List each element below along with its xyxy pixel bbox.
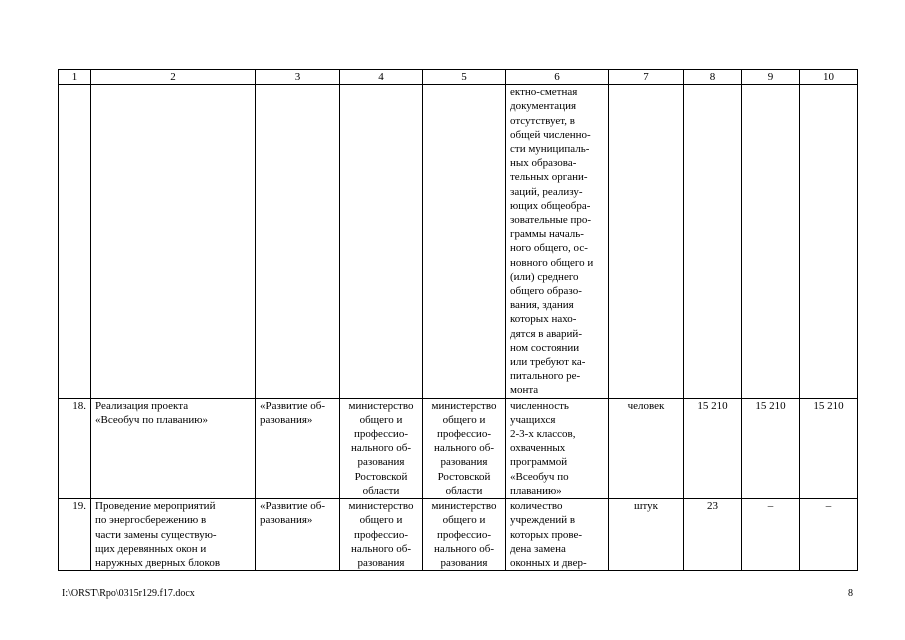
responsible-executor-cell <box>340 499 423 571</box>
text-line: новного общего и <box>510 256 594 269</box>
text-line: «Всеобуч по плаванию» <box>95 413 209 426</box>
text-line: Проведение мероприятий <box>95 500 216 513</box>
text-line: документация <box>510 100 577 113</box>
text-line: ном состоянии <box>510 341 580 354</box>
text-line: профессио- <box>437 428 491 441</box>
text-line: общего и <box>359 514 403 527</box>
participant-cell <box>423 499 506 571</box>
program-cell <box>256 499 340 571</box>
text-line: разования <box>440 456 488 469</box>
text-line: общего и <box>442 514 486 527</box>
text-line: профессио- <box>354 428 408 441</box>
value-cell: 23 <box>684 499 742 571</box>
indicator-cell <box>506 398 609 498</box>
text-line: разования» <box>260 514 313 527</box>
text-line: вания, здания <box>510 299 574 312</box>
text-line: или требуют ка- <box>510 356 586 369</box>
text-line: министерство <box>431 399 497 412</box>
text-line: оконных и двер- <box>510 556 587 569</box>
indicator-cell <box>506 499 609 571</box>
header-cell: 2 <box>91 70 256 85</box>
header-cell: 3 <box>256 70 340 85</box>
text-line: щих деревянных окон и <box>95 542 207 555</box>
text-line: Реализация проекта <box>95 399 189 412</box>
footer-file-path: I:\ORST\Rpo\0315r129.f17.docx <box>62 588 195 599</box>
text-line: сти муниципаль- <box>510 143 590 156</box>
text-line: (или) среднего <box>510 270 579 283</box>
row-number: 18. <box>59 398 91 498</box>
text-line: зовательные про- <box>510 214 592 227</box>
text-line: общего и <box>359 413 403 426</box>
text-line: дятся в аварий- <box>510 327 582 340</box>
header-cell: 7 <box>609 70 684 85</box>
page-number: 8 <box>848 588 853 599</box>
measure-name-cell <box>91 499 256 571</box>
table-row <box>59 499 858 571</box>
value-cell: – <box>742 499 800 571</box>
text-line: наружных дверных блоков <box>95 556 221 569</box>
program-cell <box>256 398 340 498</box>
text-line: «Всеобуч по <box>510 470 569 483</box>
header-cell: 5 <box>423 70 506 85</box>
text-line: которых нахо- <box>510 313 577 326</box>
text-line: общего образо- <box>510 285 582 298</box>
text-line: Ростовской <box>437 470 491 483</box>
header-cell: 9 <box>742 70 800 85</box>
value-cell: 15 210 <box>800 398 858 498</box>
header-cell: 6 <box>506 70 609 85</box>
text-line: нального об- <box>350 542 411 555</box>
document-table <box>58 69 858 571</box>
text-line: «Развитие об- <box>260 500 326 513</box>
text-line: министерство <box>431 500 497 513</box>
text-line: 2-3-х классов, <box>510 428 576 441</box>
text-line: части замены существую- <box>95 528 217 541</box>
header-cell: 10 <box>800 70 858 85</box>
text-line: питального ре- <box>510 370 581 383</box>
text-line: отсутствует, в <box>510 114 575 127</box>
value-cell: 15 210 <box>742 398 800 498</box>
text-line: разования <box>440 556 488 569</box>
text-line: плаванию» <box>510 484 562 497</box>
text-line: разования <box>357 456 405 469</box>
text-line: охваченных <box>510 442 566 455</box>
text-line: Ростовской <box>354 470 408 483</box>
row-number: 19. <box>59 499 91 571</box>
text-line: которых прове- <box>510 528 583 541</box>
header-cell: 8 <box>684 70 742 85</box>
text-line: численность <box>510 399 569 412</box>
table-row <box>59 398 858 498</box>
text-line: министерство <box>348 500 414 513</box>
text-line: тельных органи- <box>510 171 588 184</box>
text-line: министерство <box>348 399 414 412</box>
unit-cell: человек <box>609 398 684 498</box>
header-cell: 1 <box>59 70 91 85</box>
text-line: ных образова- <box>510 157 577 170</box>
text-line: заций, реализу- <box>510 185 583 198</box>
text-line: ектно-сметная <box>510 86 578 99</box>
text-line: граммы началь- <box>510 228 584 241</box>
unit-cell: штук <box>609 499 684 571</box>
text-line: ного общего, ос- <box>510 242 588 255</box>
text-line: учреждений в <box>510 514 576 527</box>
responsible-executor-cell <box>340 398 423 498</box>
text-line: программой <box>510 456 568 469</box>
text-line: монта <box>510 384 539 397</box>
text-line: общего и <box>442 413 486 426</box>
value-cell: – <box>800 499 858 571</box>
text-line: разования <box>357 556 405 569</box>
header-cell: 4 <box>340 70 423 85</box>
participant-cell <box>423 398 506 498</box>
text-line: дена замена <box>510 542 566 555</box>
text-line: области <box>445 484 483 497</box>
text-line: по энергосбережению в <box>95 514 207 527</box>
text-line: нального об- <box>350 442 411 455</box>
text-line: учащихся <box>510 413 556 426</box>
table-header-row <box>59 70 858 85</box>
text-line: разования» <box>260 413 313 426</box>
measure-name-cell <box>91 398 256 498</box>
text-line: количество <box>510 500 563 513</box>
table-row-continuation <box>59 85 858 398</box>
text-line: «Развитие об- <box>260 399 326 412</box>
text-line: нального об- <box>433 542 494 555</box>
text-line: области <box>362 484 400 497</box>
text-line: профессио- <box>437 528 491 541</box>
text-line: общей численно- <box>510 128 591 141</box>
indicator-cell <box>506 85 609 398</box>
text-line: профессио- <box>354 528 408 541</box>
value-cell: 15 210 <box>684 398 742 498</box>
text-line: нального об- <box>433 442 494 455</box>
text-line: ющих общеобра- <box>510 199 591 212</box>
